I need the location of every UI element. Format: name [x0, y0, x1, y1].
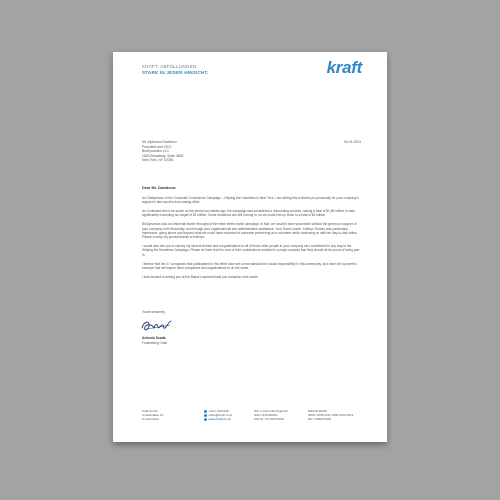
body-paragraph: I believe that the 27 companies that participated in this effort have set a new standard for social responsibility in this community, and have set a powerful example that will inspire other companies and organizations to do the same. [142, 261, 357, 270]
footer-line: ERSTE BANK [308, 409, 328, 413]
kraft-logo: kraft [326, 58, 362, 77]
footer-contact [204, 409, 232, 422]
footer-bank [308, 409, 353, 422]
footer-line: Amalienallee 10 [142, 413, 164, 418]
letter-footer [142, 409, 364, 439]
footer-line: Wien FN115060m [254, 413, 278, 418]
footer-line: Sitz u. Firmenbuchgericht [254, 409, 289, 413]
closing: Yours sincerely, [142, 310, 166, 314]
footer-company [142, 409, 163, 422]
signer-role: Fundraising Chair [142, 341, 168, 345]
email-address[interactable]: office@kraft.co.at [208, 413, 232, 418]
body-paragraph: As I indicated when we spoke on the phone two weeks ago, the campaign was considered a resounding success, raising a total of $1.85 million to date, significantly exceeding our target of $1 million. Some donations are still coming in, so we could end up close to a total of $2 million. [142, 209, 356, 218]
letter-page [113, 52, 387, 442]
recipient-line: Mr. Alphonso Davidson [142, 140, 177, 144]
footer-registry [254, 409, 288, 422]
footer-line: IBAN: AT68 2011 1000 0310 2619 [308, 413, 354, 418]
body-paragraph: As Chairperson of the Corporate Conscience Campaign – Helping the Homeless in New York, I am writing this to thank you personally for your company's support in last month's fund-raising effort. [142, 196, 359, 205]
recipient-line: President and CEO [142, 144, 172, 149]
footer-line: UID-Nr. ATU15071909 [254, 417, 284, 422]
signature-image [140, 316, 174, 334]
header-tagline-2: STARK IN JEDER HINSICHT. [142, 70, 209, 75]
footer-web [204, 417, 232, 421]
recipient-line: BioDynamics LLC [142, 149, 169, 154]
recipient-line: New York, NY 10036 [142, 158, 174, 163]
body-paragraph: I would also ask you to convey my sincere thanks and congratulations to all of those other people in your company who contributed in any way to the Helping the Homeless Campaign. Please let them that the sum of their contributions resulted in a major success that they should all be proud of being part in. [142, 244, 360, 257]
website-link[interactable]: www.kraft.co.at [208, 417, 231, 422]
header-tagline-1: KRAFT. ABFÜLLUNGEN. [142, 64, 198, 69]
salutation: Dear Mr. Davidson: [142, 186, 177, 190]
footer-line: Kraft GmbH [142, 409, 158, 413]
letter-date: 04.01.2024 [344, 140, 361, 144]
signer-name: Antonin Scalia [142, 336, 166, 340]
recipient-line: 1520 Broadway, Suite 4800 [142, 153, 184, 158]
letter-body [142, 196, 360, 284]
globe-icon [204, 418, 207, 421]
footer-line: BIC: GIBAATWW [308, 417, 332, 422]
phone-number: +43 1 8123196 [208, 409, 229, 413]
body-paragraph: I look forward to seeing you at the Mayor's special thank you reception next month. [142, 274, 259, 279]
body-paragraph: BioDynamics was an influential leader throughout the entire three-month campaign. In fact, we couldn't have succeeded without the generous support of your company, both financially, and through your organizational and administrative assistance. Your Team Leader, Kathryn Gomez was particularly impressive, going above and beyond what we could have expected of someone performing as a volunteer while continuing on with her day-to-day duties. Please convey my special thanks to Kathryn. [142, 222, 358, 240]
recipient-address [142, 140, 183, 163]
footer-line: A-1120 Wien [142, 417, 160, 422]
